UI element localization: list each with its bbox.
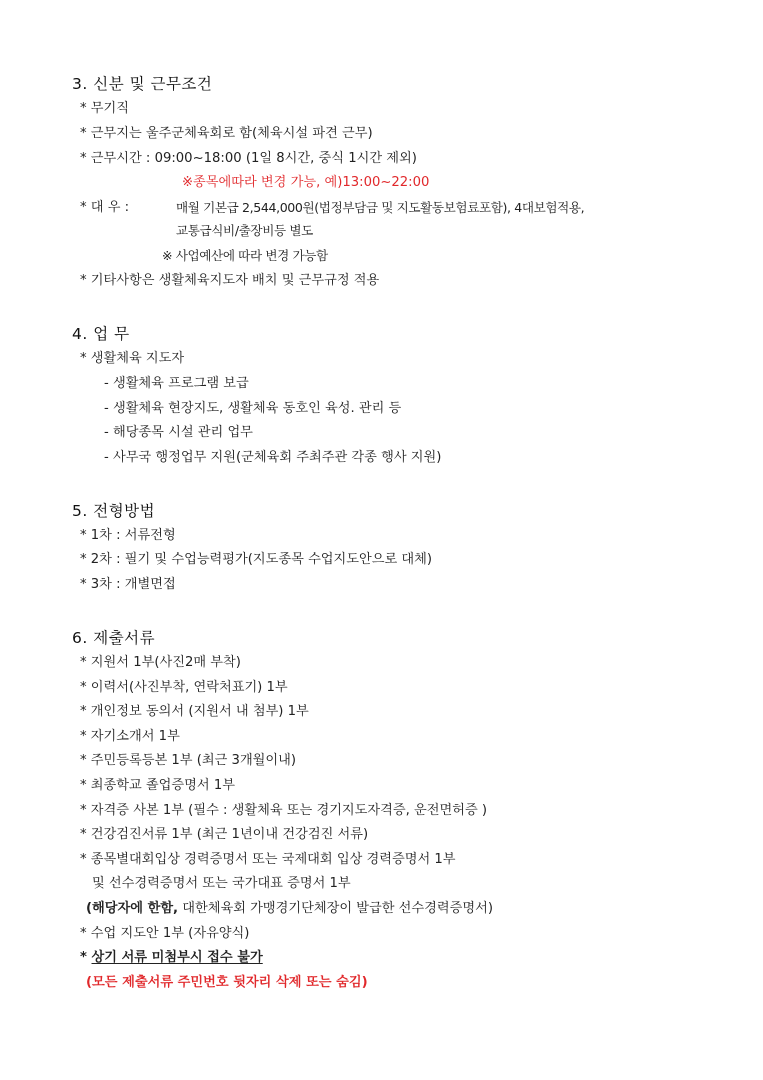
required-document: * 종목별대회입상 경력증명서 또는 국제대회 입상 경력증명서 1부 <box>80 852 456 867</box>
pay-detail-line1: 매월 기본급 2,544,000원(법정부담금 및 지도활동보험료포함), 4대보험적용, <box>176 200 585 215</box>
required-document: * 주민등록등본 1부 (최근 3개월이내) <box>80 753 297 768</box>
warning-bullet: * <box>80 950 92 965</box>
warning-text: 상기 서류 미첨부시 접수 불가 <box>91 950 263 965</box>
selection-step: * 3차 : 개별면접 <box>80 577 176 592</box>
work-location: * 근무지는 울주군체육회로 함(체육시설 파견 근무) <box>80 126 373 141</box>
required-document: * 건강검진서류 1부 (최근 1년이내 건강검진 서류) <box>80 827 369 842</box>
eligibility-note-rest: 대한체육회 가맹경기단체장이 발급한 선수경력증명서) <box>178 901 493 916</box>
required-document: * 자기소개서 1부 <box>80 729 180 744</box>
job-role: * 생활체육 지도자 <box>80 351 185 366</box>
pay-budget-note: ※ 사업예산에 따라 변경 가능함 <box>162 248 328 263</box>
duty-item: - 사무국 행정업무 지원(군체육회 주최주관 각종 행사 지원) <box>104 450 442 465</box>
privacy-warning-note: (모든 제출서류 주민번호 뒷자리 삭제 또는 숨김) <box>86 975 368 990</box>
duty-item: - 해당종목 시설 관리 업무 <box>104 425 253 440</box>
section-3-title: 3. 신분 및 근무조건 <box>72 75 213 93</box>
lesson-plan-document: * 수업 지도안 1부 (자유양식) <box>80 926 250 941</box>
other-terms: * 기타사항은 생활체육지도자 배치 및 근무규정 적용 <box>80 273 380 288</box>
selection-step: * 1차 : 서류전형 <box>80 528 176 543</box>
required-document: * 최종학교 졸업증명서 1부 <box>80 778 235 793</box>
work-hours: * 근무시간 : 09:00~18:00 (1일 8시간, 중식 1시간 제외) <box>80 151 417 166</box>
section-6-title: 6. 제출서류 <box>72 629 156 647</box>
required-document: * 이력서(사진부착, 연락처표기) 1부 <box>80 680 288 695</box>
eligibility-note <box>86 900 493 918</box>
required-document: * 지원서 1부(사진2매 부착) <box>80 655 241 670</box>
pay-label: * 대 우 : <box>80 200 130 215</box>
eligibility-note-bold: (해당자에 한함, <box>86 901 179 916</box>
required-document: * 개인정보 동의서 (지원서 내 첨부) 1부 <box>80 704 309 719</box>
duty-item: - 생활체육 프로그램 보급 <box>104 376 249 391</box>
duty-item: - 생활체육 현장지도, 생활체육 동호인 육성. 관리 등 <box>104 401 402 416</box>
section-4-title: 4. 업 무 <box>72 325 130 343</box>
selection-step: * 2차 : 필기 및 수업능력평가(지도종목 수업지도안으로 대체) <box>80 552 433 567</box>
submission-warning <box>80 949 263 967</box>
section-5-title: 5. 전형방법 <box>72 502 156 520</box>
work-hours-note: ※종목에따라 변경 가능, 예)13:00~22:00 <box>182 175 430 190</box>
required-document: * 자격증 사본 1부 (필수 : 생활체육 또는 경기지도자격증, 운전면허증 ) <box>80 803 488 818</box>
employment-status: * 무기직 <box>80 101 130 116</box>
pay-detail-line2: 교통급식비/출장비등 별도 <box>176 223 313 238</box>
required-document-continued: 및 선수경력증명서 또는 국가대표 증명서 1부 <box>92 876 351 891</box>
